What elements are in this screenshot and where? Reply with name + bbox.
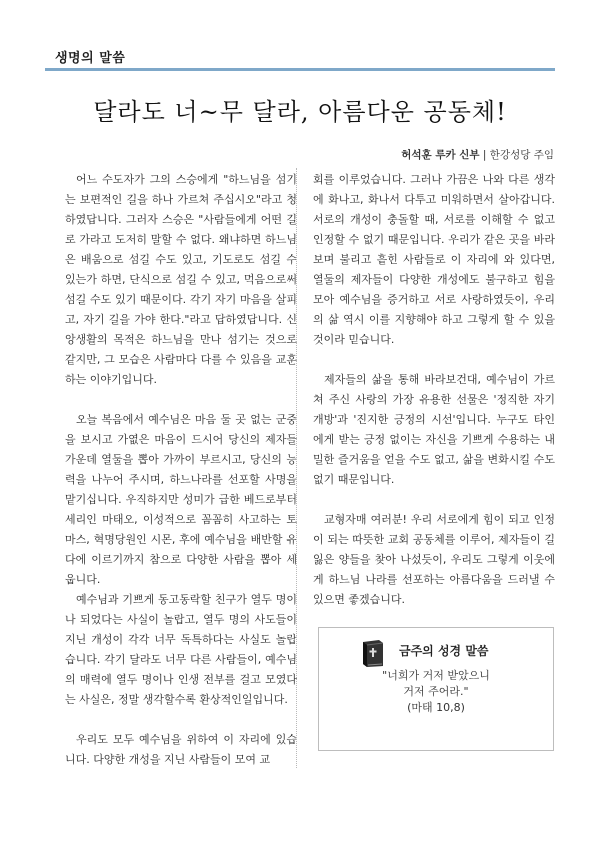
author-parish: 한강성당 주임 <box>489 149 554 161</box>
paragraph: 오늘 복음에서 예수님은 마음 둘 곳 없는 군중을 보시고 가엾은 마음이 드시어 당신의 제자들 가운데 열둘을 뽑아 가까이 부르시고, 당신의 능력을 나누어 주시며, 하느나라를 선포할 사명을 맡기십니다. 우직하지만 성미가 급한 베드로부터 세리인 마태오, 이성적으로 꼼꼼히 사고하는 토마스, 혁명당원인 시몬, 후에 예수님을 배반할 유다에 이르기까지 참으로 다양한 사람을 뽑아 세웁니다. <box>65 413 297 586</box>
verse-line: "너희가 거저 받았으니 <box>382 669 490 682</box>
verse-heading: 금주의 성경 말씀 <box>399 644 489 658</box>
paragraph: 예수님과 기쁘게 동고동락할 친구가 열두 명이나 되었다는 사실이 놀랍고, 열두 명의 사도들이 지닌 개성이 각각 너무 독특하다는 사실도 놀랍습니다. 각기 달라도 너무 다른 사람들이, 예수님의 매력에 열두 명이나 인생 전부를 걸고 모였다는 사실은, 정말 생각할수록 환상적인일입니다. <box>65 593 297 706</box>
paragraph: 회를 이루었습니다. 그러나 가끔은 나와 다른 생각에 화나고, 화나서 다투고 미워하면서 살아갑니다. 서로의 개성이 충돌할 때, 서로를 이해할 수 없고 인정할 수 없기 때문입니다. 우리가 같은 곳을 바라보며 불리고 흩힌 사람들로 이 자리에 와 있다면, 열둘의 제자들이 다양한 개성에도 불구하고 힘을 모아 예수님을 증거하고 서로 사랑하였듯이, 우리의 삶 역시 이를 지향해야 하고 그렇게 할 수 있을 것이라 믿습니다. <box>313 173 555 346</box>
article-column-right <box>313 170 555 610</box>
paragraph: 우리도 모두 예수님을 위하여 이 자리에 있습니다. 다양한 개성을 지닌 사람들이 모여 교 <box>65 733 297 766</box>
section-label: 생명의 말씀 <box>55 51 126 66</box>
paragraph: 어느 수도자가 그의 스승에게 "하느님을 섬기는 보편적인 길을 하나 가르쳐 주십시오"라고 청하였답니다. 그러자 스승은 "사람들에게 어떤 길로 가라고 도저히 말할 수 없다. 왜냐하면 하느님은 배움으로 섬길 수도 있고, 기도로도 섬길 수 있는가 하면, 단식으로 섬길 수 있고, 먹음으로써 섬길 수도 있기 때문이다. 각기 자기 마음을 살피고, 자기 길을 가야 한다."라고 답하였답니다. 신앙생활의 목적은 하느님을 만나 섬기는 것으로 같지만, 그 모습은 사람마다 다를 수 있음을 교훈하는 이야기입니다. <box>65 173 297 386</box>
author-name: 허석훈 루카 신부 <box>401 149 480 161</box>
byline <box>401 147 554 162</box>
paragraph: 교형자매 여러분! 우리 서로에게 힘이 되고 인정이 되는 따뜻한 교회 공동체를 이루어, 제자들이 길 잃은 양들을 찾아 나섰듯이, 우리도 그렇게 이웃에게 하느님 나라를 선포하는 아름다움을 드러낼 수 있으면 좋겠습니다. <box>313 513 555 606</box>
paragraph: 제자들의 삶을 통해 바라보건대, 예수님이 가르쳐 주신 사랑의 가장 유용한 선물은 '정직한 자기 개방'과 '진지한 긍정의 시선'입니다. 누구도 타인에게 받는 긍정 없이는 자신을 기쁘게 수용하는 내밀한 즐거움을 얻을 수도 없고, 삶을 변화시킬 수도 없기 때문입니다. <box>313 373 555 486</box>
section-rule <box>45 68 555 71</box>
bible-book-icon <box>359 638 387 668</box>
verse-box <box>318 627 554 751</box>
verse-reference: (마태 10,8) <box>407 701 465 714</box>
byline-separator: | <box>479 149 490 161</box>
article-column-left <box>65 170 297 770</box>
article-title: 달라도 너~무 달라, 아름다운 공동체! <box>93 98 507 126</box>
verse-text <box>319 668 553 716</box>
column-divider <box>296 168 297 768</box>
verse-line: 거저 주어라." <box>403 685 469 698</box>
